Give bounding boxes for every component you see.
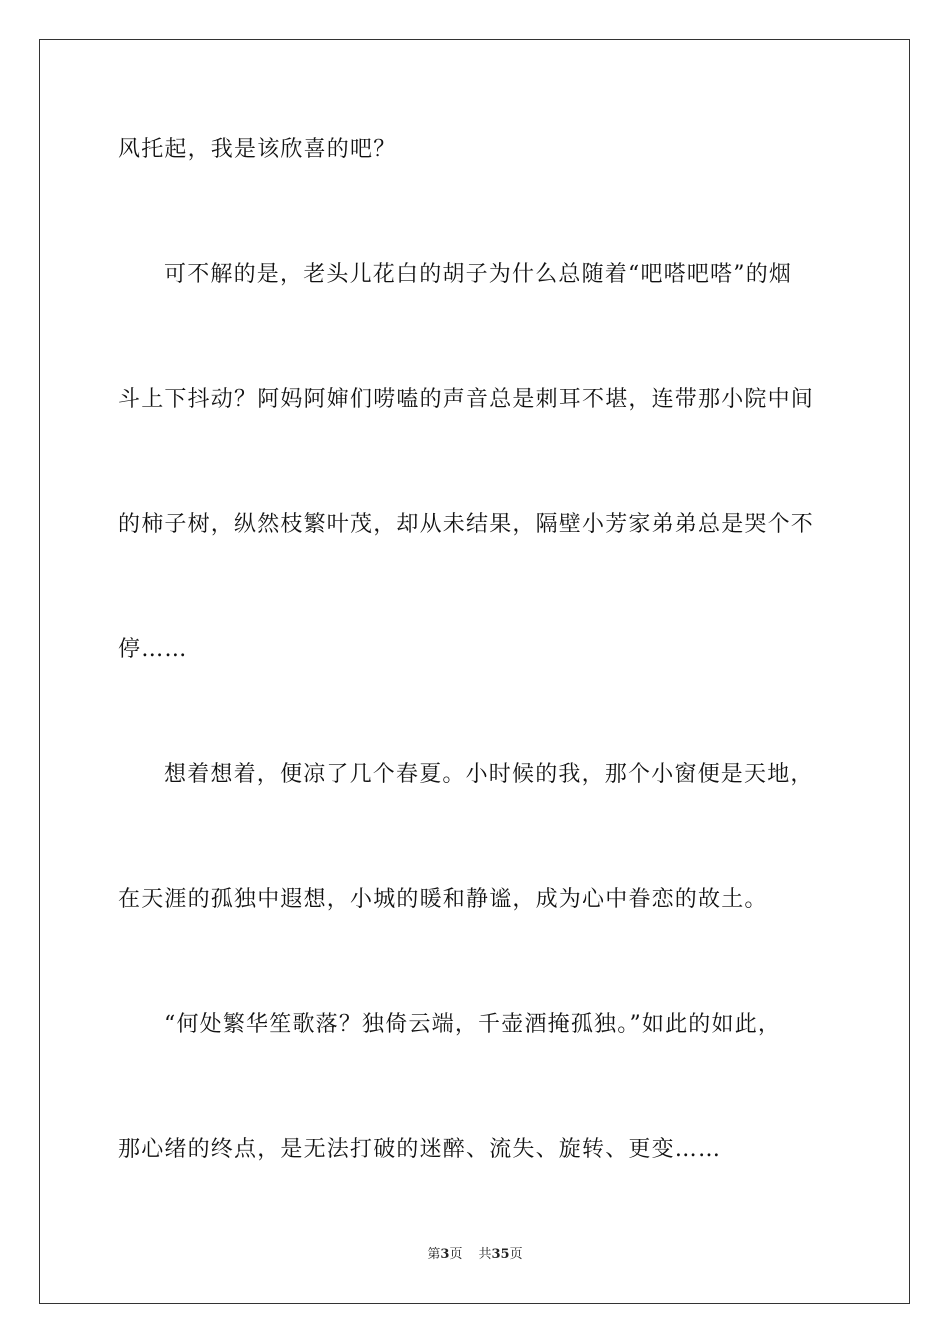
total-suffix: 页 <box>509 1247 523 1262</box>
paragraph-line: 斗上下抖动？阿妈阿婶们唠嗑的声音总是刺耳不堪，连带那小院中间 <box>118 387 815 412</box>
paragraph-line: 风托起，我是该欣喜的吧？ <box>118 137 397 162</box>
paragraph-line: 停…… <box>118 637 188 662</box>
paragraph-line: 那心绪的终点，是无法打破的迷醉、流失、旋转、更变…… <box>118 1137 722 1162</box>
total-prefix: 共 <box>478 1247 492 1262</box>
page-prefix: 第 <box>427 1247 441 1262</box>
page-suffix: 页 <box>449 1247 463 1262</box>
page-footer <box>0 1246 950 1264</box>
total-pages: 35 <box>491 1247 510 1262</box>
page-number: 3 <box>440 1247 450 1262</box>
paragraph-line: 想着想着，便凉了几个春夏。小时候的我，那个小窗便是天地， <box>164 762 814 787</box>
paragraph-line: 的柿子树，纵然枝繁叶茂，却从未结果，隔壁小芳家弟弟总是哭个不 <box>118 512 815 537</box>
paragraph-line: “何处繁华笙歌落？独倚云端，千壶酒掩孤独。”如此的如此， <box>164 1012 782 1037</box>
page-border <box>39 39 910 1304</box>
paragraph-line: 在天涯的孤独中遐想，小城的暖和静谧，成为心中眷恋的故土。 <box>118 887 768 912</box>
paragraph-line: 可不解的是，老头儿花白的胡子为什么总随着“吧嗒吧嗒”的烟 <box>164 262 793 287</box>
